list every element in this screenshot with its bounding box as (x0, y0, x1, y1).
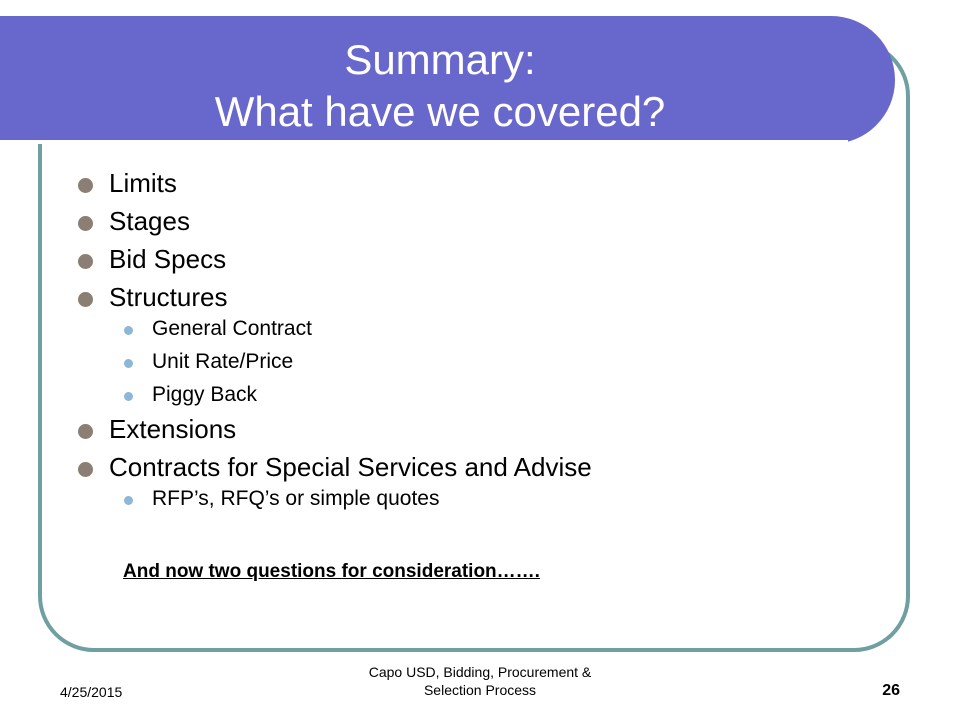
sub-bullet-label: Unit Rate/Price (152, 350, 294, 373)
sub-bullet-dot-icon (124, 359, 133, 368)
title-band (0, 16, 895, 144)
slide-title (0, 34, 880, 138)
bullet-label: Stages (109, 206, 190, 236)
slide-number: 26 (882, 682, 900, 699)
footer-title-line-1: Capo USD, Bidding, Procurement & (368, 664, 592, 680)
bullet-label: Limits (109, 168, 177, 198)
closing-statement: And now two questions for consideration……. (123, 561, 540, 582)
bullet-dot-icon (78, 216, 93, 231)
title-line-2: What have we covered? (214, 88, 666, 135)
sub-bullet-label: RFP’s, RFQ’s or simple quotes (152, 487, 440, 510)
sub-bullet-dot-icon (124, 326, 133, 335)
bullet-label: Bid Specs (109, 244, 227, 274)
bullet-item (78, 282, 878, 312)
sub-bullet-label: Piggy Back (152, 383, 258, 406)
bullet-label: Contracts for Special Services and Advise (109, 452, 592, 482)
title-line-1: Summary: (344, 36, 536, 83)
title-underline (0, 140, 848, 144)
bullet-dot-icon (78, 178, 93, 193)
sub-bullet-item (78, 381, 878, 409)
bullet-item (78, 168, 878, 198)
bullet-dot-icon (78, 254, 93, 269)
sub-bullet-dot-icon (124, 496, 133, 505)
bullet-list (78, 168, 878, 518)
bullet-label: Extensions (109, 414, 237, 444)
sub-bullet-dot-icon (124, 392, 133, 401)
sub-bullet-item (78, 315, 878, 343)
footer-title-line-2: Selection Process (423, 682, 537, 698)
bullet-item (78, 206, 878, 236)
footer-title (330, 663, 630, 699)
bullet-item (78, 244, 878, 274)
bullet-item (78, 452, 878, 482)
bullet-item (78, 414, 878, 444)
sub-bullet-label: General Contract (152, 317, 312, 340)
sub-bullet-item (78, 485, 878, 513)
bullet-dot-icon (78, 292, 93, 307)
bullet-dot-icon (78, 462, 93, 477)
footer-date: 4/25/2015 (60, 684, 123, 700)
bullet-label: Structures (109, 282, 228, 312)
bullet-dot-icon (78, 424, 93, 439)
sub-bullet-item (78, 348, 878, 376)
